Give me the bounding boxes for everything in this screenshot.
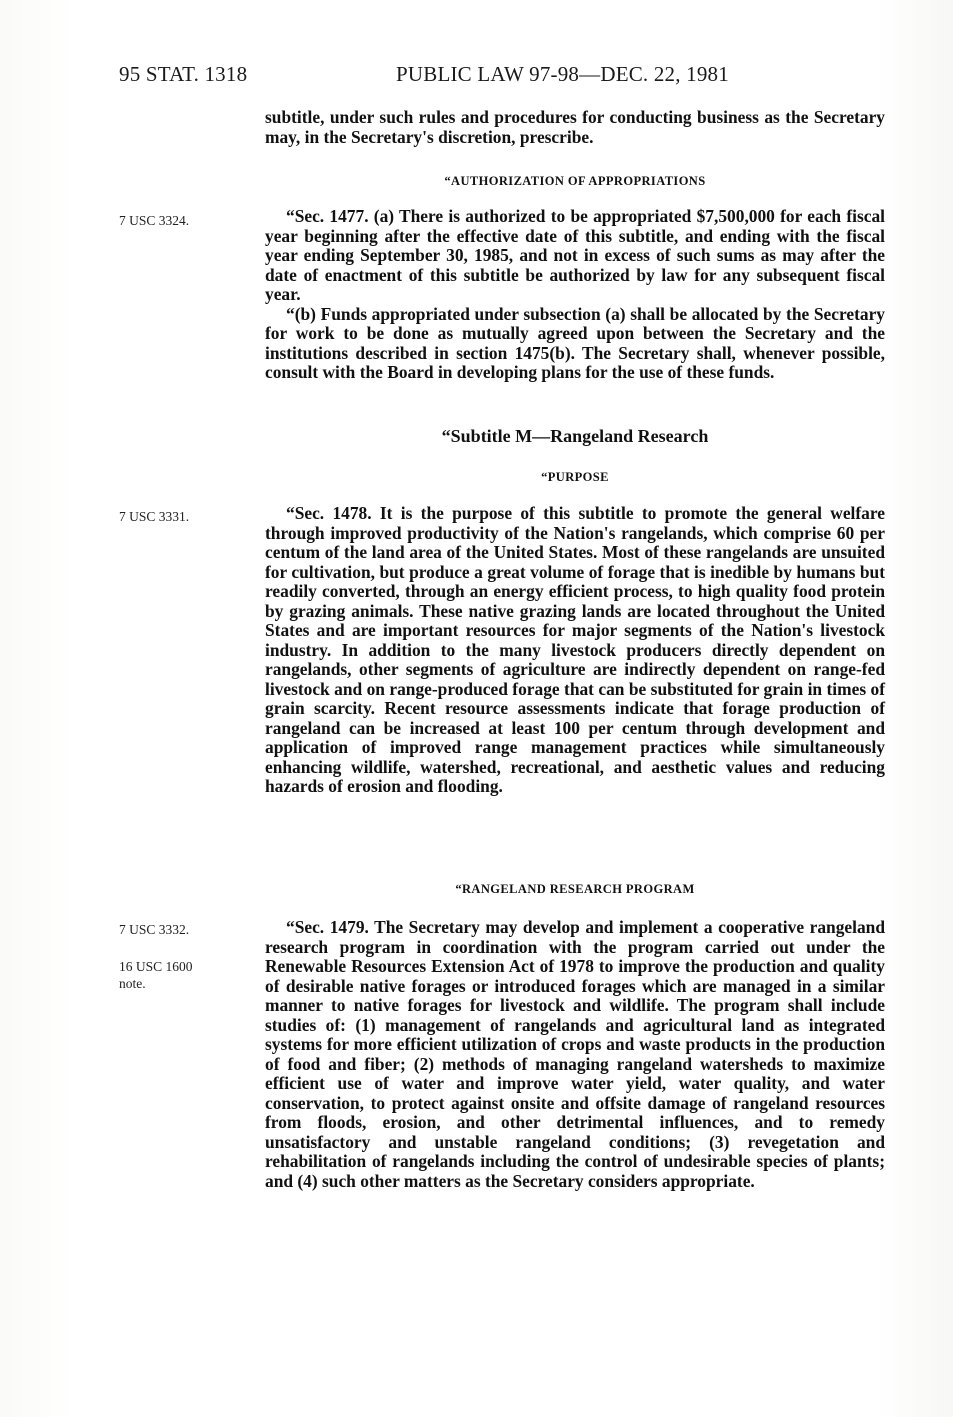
authorization-heading: “AUTHORIZATION OF APPROPRIATIONS <box>444 174 706 188</box>
section-1477-a: “Sec. 1477. (a) There is authorized to be appropriated $7,500,000 for each fiscal year beginning after the effective date of this subtitle, and ending with the fiscal year ending September 30, 1985, and not in excess of such sums as may after the date of enactment of this subtitle be authorized by law for any subsequent fiscal year. <box>265 206 885 304</box>
section-1478 <box>265 504 885 797</box>
section-1479 <box>265 918 885 1191</box>
intro-block <box>265 108 885 147</box>
margin-citation-1600-line2: note. <box>119 976 146 991</box>
margin-citation-1600 <box>119 958 193 992</box>
margin-citation-3332: 7 USC 3332. <box>119 922 190 937</box>
program-heading: “RANGELAND RESEARCH PROGRAM <box>455 882 695 896</box>
section-1477-b: “(b) Funds appropriated under subsection (a) shall be allocated by the Secretary for work to be done as mutually agreed upon between the Secretary and the institutions described in section 1475(b). The Secretary shall, whenever possible, consult with the Board in developing plans for the use of these funds. <box>265 303 885 382</box>
section-1477 <box>265 207 885 383</box>
margin-citation-3331: 7 USC 3331. <box>119 509 190 524</box>
authorization-heading-block <box>265 174 885 189</box>
intro-paragraph: subtitle, under such rules and procedures for conducting business as the Secretary may, in the Secretary's discretion, prescribe. <box>265 107 885 147</box>
purpose-heading-block <box>265 470 885 485</box>
section-1479-text: “Sec. 1479. The Secretary may develop and implement a cooperative rangeland research program in coordination with the program carried out under the Renewable Resources Extension Act of 1978 to improve the production and quality of desirable native forages or introduced forages which are managed in a similar manner to native forages for livestock and wildlife. The program shall include studies of: (1) management of rangelands and agricultural land as integrated systems for more efficient utilization of crops and waste products in the production of food and fiber; (2) methods of managing rangeland watersheds to maximize efficient use of water and improve water yield, water quality, and water conservation, to protect against onsite and offsite damage of rangeland resources from floods, erosion, and other detrimental influences, and to remedy unsatisfactory and unstable rangeland conditions; (3) revegetation and rehabilitation of rangelands including the control of undesirable species of plants; and (4) such other matters as the Secretary considers appropriate. <box>265 917 885 1191</box>
running-header: PUBLIC LAW 97-98—DEC. 22, 1981 <box>396 62 729 86</box>
subtitle-heading-block <box>265 426 885 447</box>
margin-citation-1600-line1: 16 USC 1600 <box>119 959 193 974</box>
program-heading-block <box>265 882 885 897</box>
purpose-heading: “PURPOSE <box>541 470 609 484</box>
stat-page-number: 95 STAT. 1318 <box>119 62 248 86</box>
margin-citation-3324: 7 USC 3324. <box>119 213 190 228</box>
subtitle-heading: “Subtitle M—Rangeland Research <box>441 426 709 446</box>
section-1478-text: “Sec. 1478. It is the purpose of this subtitle to promote the general welfare through improved productivity of the Nation's rangelands, which comprise 60 per centum of the land area of the United States. Most of these rangelands are unsuited for cultivation, but produce a great volume of forage that is inedible by humans but readily converted, through an energy efficient process, to high quality food protein by grazing animals. These native grazing lands are located throughout the United States and are important resources for major segments of the Nation's livestock industry. In addition to the many livestock producers directly dependent on rangelands, other segments of agriculture are indirectly dependent on range-fed livestock and on range-produced forage that can be substituted for grain in times of grain scarcity. Recent resource assessments indicate that forage production of rangeland can be increased at least 100 per centum through development and application of improved range management practices while simultaneously enhancing wildlife, watershed, recreational, and aesthetic values and reducing hazards of erosion and flooding. <box>265 503 885 796</box>
